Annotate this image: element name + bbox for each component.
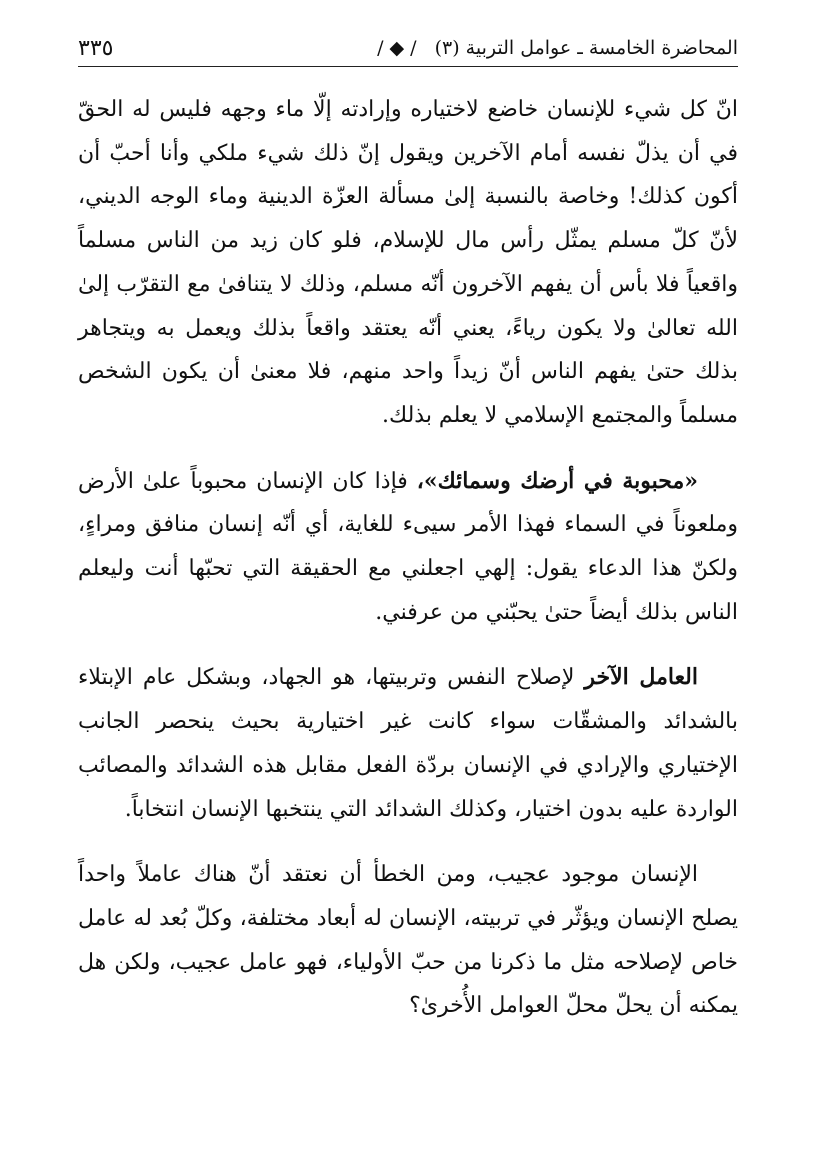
paragraph-3 xyxy=(78,656,738,831)
page-header xyxy=(78,30,738,67)
header-ornament: / ◆ / xyxy=(377,37,417,59)
paragraph-1-text: انّ كل شيء للإنسان خاضع لاختياره وإرادته إلّا ماء وجهه فليس له الحقّ في أن يذلّ نفسه أمام الآخرين ويقول إنّ ذلك شيء ملكي وأنا أحبّ أن أكون كذلك! وخاصة بالنسبة إلىٰ مسألة العزّة الدينية وماء الوجه الديني، لأنّ كلّ مسلم يمثّل رأس مال للإسلام، فلو كان زيد من الناس مسلماً واقعياً فلا بأس أن يفهم الآخرون أنّه مسلم، وذلك لا يتنافىٰ مع التقرّب إلىٰ الله تعالىٰ ولا يكون رياءً، يعني أنّه يعتقد واقعاً بذلك ويعمل به ويتجاهر بذلك حتىٰ يفهم الناس أنّ زيداً واحد منهم، فلا معنىٰ أن يكون الشخص مسلماً والمجتمع الإسلامي لا يعلم بذلك. xyxy=(78,97,738,428)
page-number: ٣٣٥ xyxy=(78,35,114,61)
paragraph-1 xyxy=(78,88,738,438)
running-header xyxy=(377,37,738,59)
body-text xyxy=(78,88,738,1028)
paragraph-3-text: لإصلاح النفس وتربيتها، هو الجهاد، وبشكل عام الإبتلاء بالشدائد والمشقّات سواء كانت غير اختيارية بحيث ينحصر الجانب الإختياري والإرادي في الإنسان بردّة الفعل مقابل هذه الشدائد والمصائب الواردة عليه بدون اختيار، وكذلك الشدائد التي ينتخبها الإنسان انتخاباً. xyxy=(78,665,738,822)
paragraph-4-text: الإنسان موجود عجيب، ومن الخطأ أن نعتقد أنّ هناك عاملاً واحداً يصلح الإنسان ويؤثّر في تربيته، الإنسان له أبعاد مختلفة، وكلّ بُعد له عامل خاص لإصلاحه مثل ما ذكرنا من حبّ الأولياء، فهو عامل عجيب، ولكن هل يمكنه أن يحلّ محلّ العوامل الأُخرىٰ؟ xyxy=(78,862,738,1019)
paragraph-3-lead: العامل الآخر xyxy=(584,664,698,691)
running-title: المحاضرة الخامسة ـ عوامل التربية (٣) xyxy=(434,37,738,59)
paragraph-2-lead: «محبوبة في أرضك وسمائك»، xyxy=(416,467,698,494)
paragraph-4 xyxy=(78,853,738,1028)
paragraph-2-text: فإذا كان الإنسان محبوباً علىٰ الأرض وملعوناً في السماء فهذا الأمر سيىء للغاية، أي أنّه إنسان منافق ومراءٍ، ولكنّ هذا الدعاء يقول: إلهي اجعلني مع الحقيقة التي تحبّها أنت وليعلم الناس بذلك أيضاً حتىٰ يحبّني من عرفني. xyxy=(78,468,738,625)
paragraph-2 xyxy=(78,460,738,635)
